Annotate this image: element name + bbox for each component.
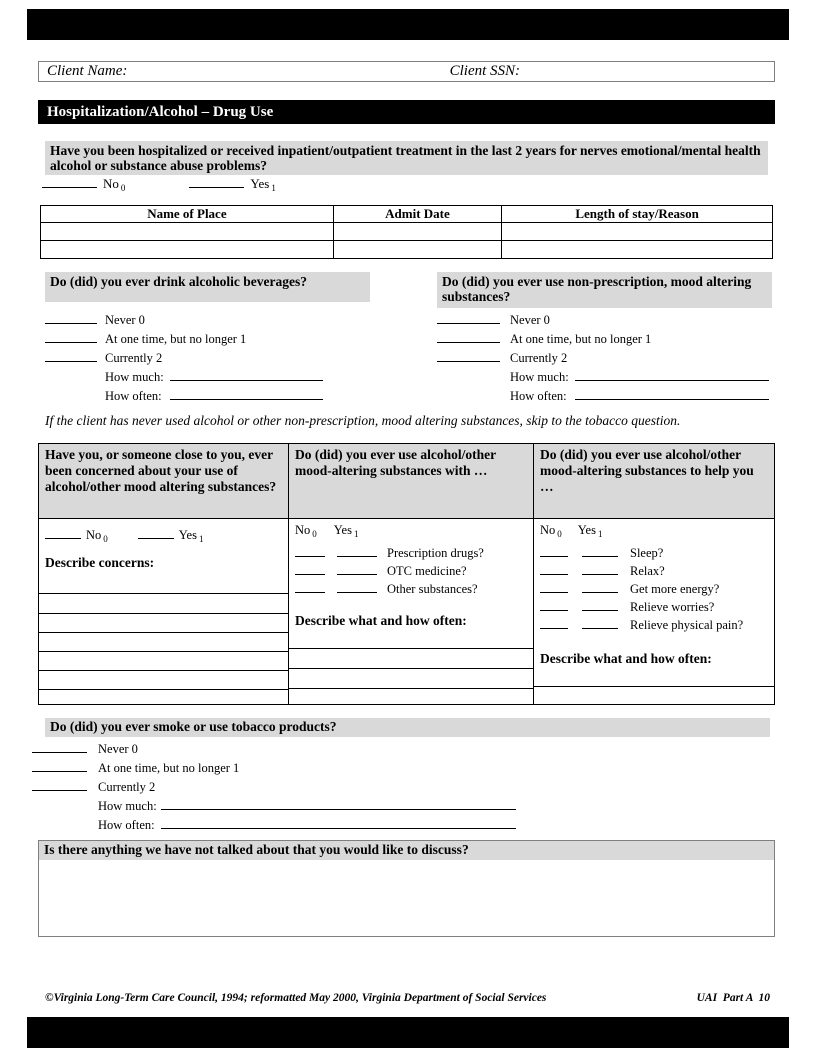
concern-col2-body [289,519,533,703]
writing-line[interactable] [39,632,288,633]
yes-label [179,528,204,542]
no-label-text: No [540,523,556,537]
item-label: Get more energy? [630,582,720,596]
stay-table-header-date: Admit Date [333,206,501,223]
how-much-blank[interactable] [161,798,516,810]
help-items [540,545,743,635]
yes-answer-blank[interactable] [138,527,174,539]
writing-line[interactable] [289,648,533,649]
writing-line[interactable] [39,651,288,652]
item-row [540,617,743,635]
stay-length-cell[interactable] [502,223,773,241]
tobacco-option-currently [32,779,532,792]
writing-line[interactable] [534,686,774,687]
hospitalization-question: Have you been hospitalized or received inpatient/outpatient treatment in the last 2 years for nerves emotional/mental health alcohol or substance abuse problems? [45,141,768,175]
concern-col3-body [534,519,774,703]
yes-answer-blank[interactable] [337,563,377,575]
concern-column [39,444,288,704]
yes-answer-blank[interactable] [189,176,244,188]
answer-blank[interactable] [437,312,500,324]
option-label: Never 0 [510,313,550,327]
bottom-border-bar [27,1017,789,1048]
substances-options [437,312,772,407]
no-answer-blank[interactable] [540,617,568,629]
no-yes-row [295,523,358,538]
concern-col2-header: Do (did) you ever use alcohol/other mood-altering substances with … [289,444,533,519]
no-answer-blank[interactable] [295,545,325,557]
yes-label-text: Yes [178,528,197,542]
substances-option-never [437,312,772,325]
how-much-label: How much: [510,370,569,384]
stay-place-cell[interactable] [41,223,334,241]
stay-table-header-length: Length of stay/Reason [502,206,773,223]
stay-date-cell[interactable] [333,241,501,259]
no-value-subscript: 0 [120,183,126,193]
option-label: Never 0 [105,313,145,327]
concern-table [38,443,775,705]
no-label-text: No [295,523,311,537]
client-ssn-label: Client SSN: [449,63,521,79]
writing-line[interactable] [289,668,533,669]
option-label: Currently 2 [98,780,156,794]
how-much-blank[interactable] [575,369,769,381]
no-label [103,176,125,191]
answer-blank[interactable] [437,331,500,343]
tobacco-how-much [32,798,532,811]
footer-copyright: ©Virginia Long-Term Care Council, 1994; reformatted May 2000, Virginia Department of Social Services [45,992,547,1004]
how-often-blank[interactable] [170,388,323,400]
page-footer [45,992,770,1004]
no-label [86,528,108,542]
item-row [540,581,743,599]
yes-label [578,523,603,537]
alcohol-option-onetime [45,331,370,344]
item-row [295,545,484,563]
footer-page-id: UAI Part A 10 [696,992,770,1004]
no-label-text: No [86,528,102,542]
describe-what-label: Describe what and how often: [295,613,467,628]
yes-value-subscript: 1 [271,183,276,193]
no-yes-row [540,523,602,538]
yes-answer-blank[interactable] [582,599,618,611]
skip-instruction-note: If the client has never used alcohol or other non-prescription, mood altering substances, skip to the tobacco question. [45,413,681,428]
tobacco-how-often [32,817,532,830]
how-often-label: How often: [98,818,155,832]
tobacco-option-onetime [32,760,532,773]
how-much-blank[interactable] [170,369,323,381]
no-answer-blank[interactable] [295,563,325,575]
item-label: Relieve worries? [630,600,715,614]
no-answer-blank[interactable] [45,527,81,539]
substances-section [437,272,772,403]
concern-col1-body [39,519,288,703]
substances-how-much [437,369,772,382]
hospital-stay-table [40,205,773,259]
stay-table-header-place: Name of Place [41,206,334,223]
stay-place-cell[interactable] [41,241,334,259]
answer-blank[interactable] [32,779,87,791]
item-row [540,599,743,617]
yes-label [334,523,359,537]
writing-line[interactable] [39,670,288,671]
how-often-blank[interactable] [161,817,516,829]
concern-col3-header: Do (did) you ever use alcohol/other mood-altering substances to help you … [534,444,774,519]
item-row [295,563,484,581]
section-title: Hospitalization/Alcohol – Drug Use [47,104,274,120]
stay-table-row [41,241,773,259]
no-answer-blank[interactable] [42,176,97,188]
alcohol-option-never [45,312,370,325]
discuss-box [38,840,775,937]
yes-answer-blank[interactable] [582,581,618,593]
item-label: OTC medicine? [387,564,467,578]
substances-option-onetime [437,331,772,344]
describe-what-label: Describe what and how often: [540,651,712,666]
no-answer-blank[interactable] [540,581,568,593]
tobacco-options [32,741,532,836]
item-label: Sleep? [630,546,664,560]
stay-table-header-row [41,206,773,223]
no-answer-blank[interactable] [540,563,568,575]
option-label: At one time, but no longer 1 [510,332,652,346]
writing-line[interactable] [39,613,288,614]
substances-question: Do (did) you ever use non-prescription, mood altering substances? [437,272,772,308]
client-name-label: Client Name: [47,63,128,79]
stay-date-cell[interactable] [333,223,501,241]
yes-label [250,176,275,191]
yes-label-text: Yes [577,523,596,537]
alcohol-how-much [45,369,370,382]
writing-line[interactable] [39,689,288,690]
with-items [295,545,484,599]
yes-answer-blank[interactable] [582,563,618,575]
item-label: Prescription drugs? [387,546,484,560]
concern-column [288,444,533,704]
tobacco-question: Do (did) you ever smoke or use tobacco products? [45,718,770,737]
item-label: Relieve physical pain? [630,618,744,632]
no-label [295,523,317,537]
no-value-subscript: 0 [557,529,562,539]
hospitalization-answers [42,176,276,192]
yes-answer-blank[interactable] [337,545,377,557]
stay-table-row [41,223,773,241]
discuss-question: Is there anything we have not talked about that you would like to discuss? [39,841,774,860]
client-info-bar[interactable] [38,61,775,82]
yes-answer-blank[interactable] [582,617,618,629]
option-label: Currently 2 [105,351,163,365]
answer-blank[interactable] [32,760,87,772]
no-yes-row [45,527,203,543]
alcohol-section [45,272,370,403]
how-often-label: How often: [105,389,162,403]
no-value-subscript: 0 [312,529,317,539]
yes-answer-blank[interactable] [582,545,618,557]
no-answer-blank[interactable] [540,599,568,611]
yes-answer-blank[interactable] [337,581,377,593]
alcohol-question: Do (did) you ever drink alcoholic beverages? [45,272,370,302]
option-label: Never 0 [98,742,138,756]
no-value-subscript: 0 [103,534,108,544]
section-title-bar [38,100,775,124]
option-label: Currently 2 [510,351,568,365]
item-row [540,563,743,581]
tobacco-option-never [32,741,532,754]
substances-option-currently [437,350,772,363]
item-row [295,581,484,599]
no-answer-blank[interactable] [540,545,568,557]
answer-blank[interactable] [45,312,97,324]
substances-how-often [437,388,772,401]
alcohol-how-often [45,388,370,401]
describe-concerns-label: Describe concerns: [45,555,155,570]
item-row [540,545,743,563]
answer-blank[interactable] [45,331,97,343]
yes-value-subscript: 1 [353,529,359,539]
yes-label-text: Yes [333,523,352,537]
alcohol-option-currently [45,350,370,363]
item-label: Relax? [630,564,665,578]
top-border-bar [27,9,789,40]
how-much-label: How much: [105,370,164,384]
yes-label-text: Yes [250,176,270,191]
item-label: Other substances? [387,582,478,596]
alcohol-options [45,312,370,407]
how-often-blank[interactable] [575,388,769,400]
option-label: At one time, but no longer 1 [105,332,247,346]
yes-value-subscript: 1 [198,534,204,544]
discuss-answer-area[interactable] [39,860,774,935]
answer-blank[interactable] [45,350,97,362]
answer-blank[interactable] [437,350,500,362]
concern-column [533,444,774,704]
how-much-label: How much: [98,799,157,813]
no-answer-blank[interactable] [295,581,325,593]
yes-value-subscript: 1 [597,529,603,539]
answer-blank[interactable] [32,741,87,753]
how-often-label: How often: [510,389,567,403]
writing-line[interactable] [39,593,288,594]
no-label [540,523,562,537]
stay-length-cell[interactable] [502,241,773,259]
option-label: At one time, but no longer 1 [98,761,240,775]
no-label-text: No [103,176,119,191]
concern-col1-header: Have you, or someone close to you, ever been concerned about your use of alcohol/other mood altering substances? [39,444,288,519]
writing-line[interactable] [289,688,533,689]
